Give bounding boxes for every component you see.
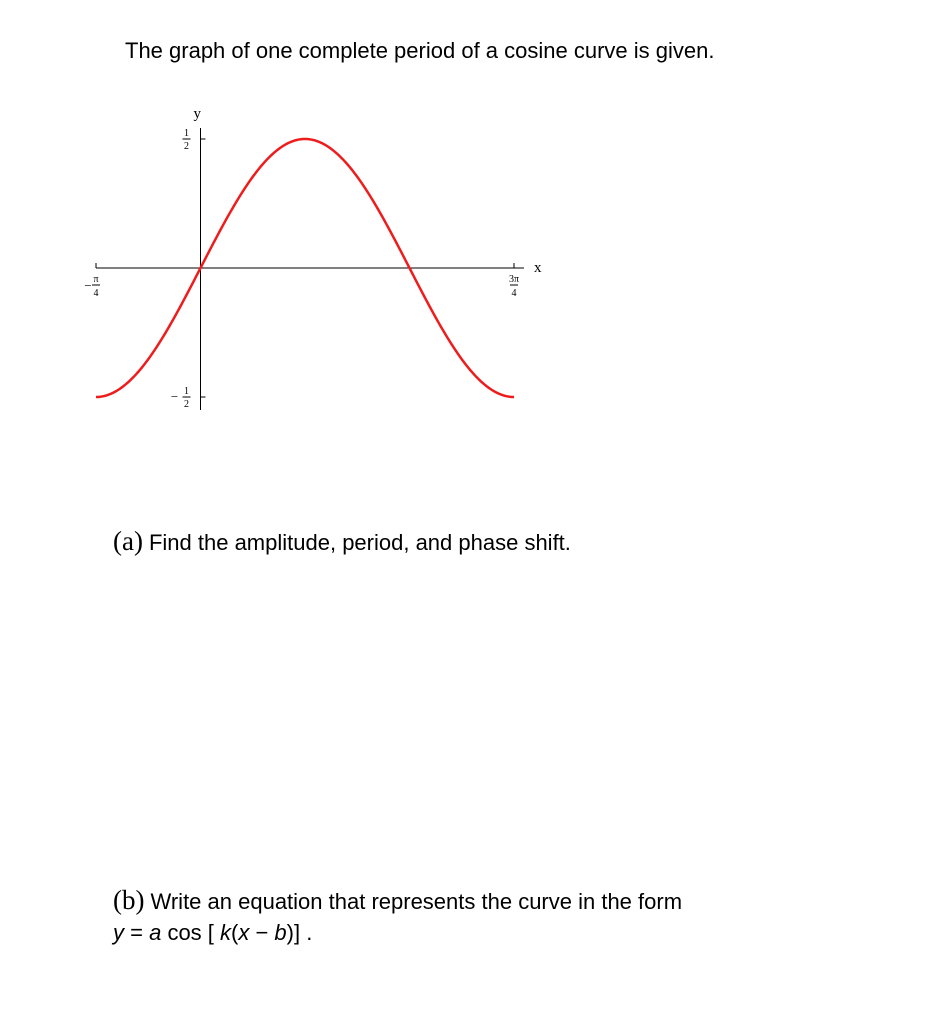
eq-eq: =: [124, 920, 150, 945]
y-tick-denominator: 2: [184, 399, 189, 410]
x-tick-numerator: 3π: [508, 274, 520, 285]
problem-intro: The graph of one complete period of a cosine curve is given.: [125, 38, 715, 63]
eq-y: y: [113, 920, 124, 945]
part-b-text: Write an equation that represents the curve in the form: [150, 889, 683, 914]
y-axis-label: y: [193, 106, 201, 122]
eq-k: k: [220, 920, 232, 945]
part-a-label: (a): [113, 526, 143, 556]
x-axis-label: x: [534, 260, 542, 276]
part-a-text: Find the amplitude, period, and phase shift.: [148, 530, 571, 555]
y-tick-numerator: 1: [184, 386, 189, 397]
x-tick-numerator: π: [93, 274, 99, 285]
eq-cos: cos [: [161, 920, 221, 945]
y-tick-numerator: 1: [184, 128, 189, 139]
eq-b: b: [274, 920, 287, 945]
x-tick-denominator: 4: [511, 288, 517, 299]
x-tick-denominator: 4: [93, 288, 99, 299]
eq-open: (: [231, 920, 239, 945]
eq-x: x: [238, 920, 250, 945]
part-b-label: (b): [113, 885, 145, 915]
y-tick-denominator: 2: [184, 141, 189, 152]
y-tick-sign: −: [170, 389, 179, 404]
x-tick-sign: −: [84, 278, 92, 293]
part-b: [113, 885, 682, 916]
part-a: [113, 526, 571, 557]
equation-form: [113, 920, 312, 946]
eq-a: a: [149, 920, 162, 945]
eq-minus: −: [249, 920, 275, 945]
eq-close: )] .: [286, 920, 313, 945]
